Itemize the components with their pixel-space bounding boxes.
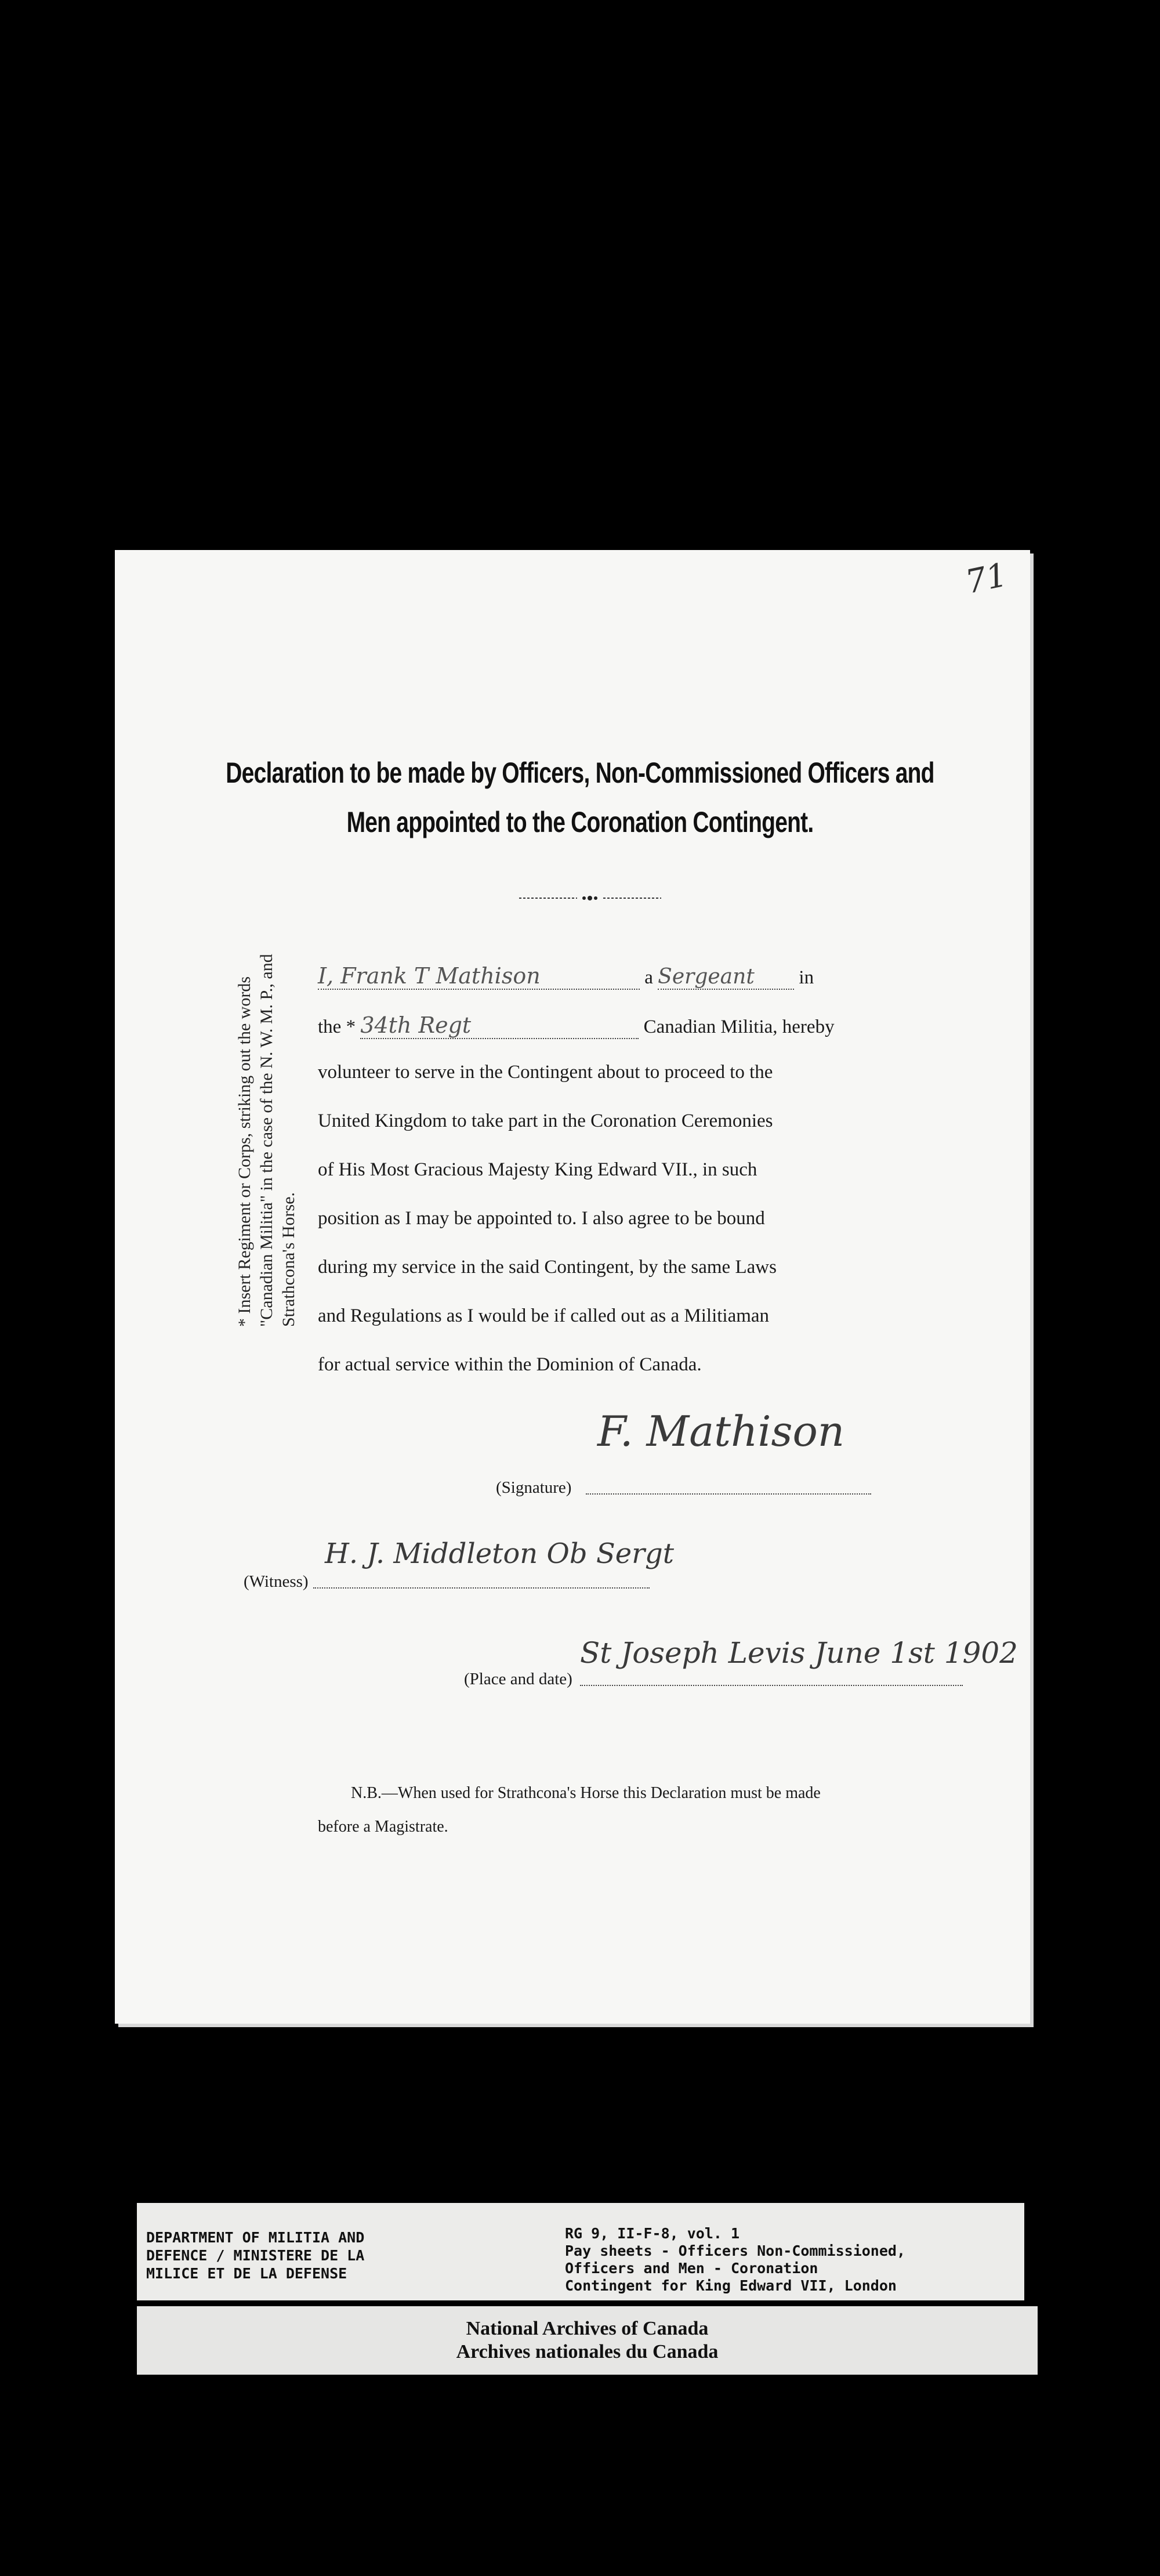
rank-field: Sergeant <box>658 965 794 990</box>
archive-footer <box>137 2306 1038 2375</box>
body-line-8: and Regulations as I would be if called out as a Militiaman <box>318 1305 770 1326</box>
body-line-4: United Kingdom to take part in the Coronation Ceremonies <box>318 1110 773 1131</box>
regiment-field: 34th Regt <box>360 1012 639 1039</box>
page-number: 71 <box>962 556 1011 602</box>
place-date-value: St Joseph Levis June 1st 1902 <box>580 1636 1018 1670</box>
witness-label: (Witness) <box>244 1572 309 1591</box>
witness-line <box>313 1587 650 1589</box>
body-line-6: position as I may be appointed to. I also agree to be bound <box>318 1208 765 1229</box>
body-line-3: volunteer to serve in the Contingent about to proceed to the <box>318 1062 773 1083</box>
signature-label: (Signature) <box>496 1478 572 1497</box>
article-a: a <box>644 967 653 988</box>
body-line-2-rest: Canadian Militia, hereby <box>643 1016 835 1037</box>
place-date-line <box>580 1685 963 1686</box>
body-line-5: of His Most Gracious Majesty King Edward VII., in such <box>318 1159 757 1180</box>
archive-name-en: National Archives of Canada <box>466 2318 709 2339</box>
archive-reference-label <box>137 2203 1024 2300</box>
archive-department: DEPARTMENT OF MILITIA AND DEFENCE / MINISTERE DE LA MILICE ET DE LA DEFENSE <box>146 2229 365 2282</box>
declarant-name: I, Frank T Mathison <box>318 963 640 990</box>
word-the: the * <box>318 1016 356 1037</box>
signature-value: F. Mathison <box>597 1407 845 1456</box>
witness-value: H. J. Middleton Ob Sergt <box>325 1537 675 1570</box>
side-note-text: * Insert Regiment or Corps, striking out the words "Canadian Militia" in the case of the N. W. M. P., and Strathcona's Horse. <box>235 954 298 1327</box>
ornament-divider <box>519 895 661 901</box>
archive-name-fr: Archives nationales du Canada <box>456 2341 719 2362</box>
signature-line <box>586 1493 871 1495</box>
archive-reference: RG 9, II-F-8, vol. 1 Pay sheets - Officers Non-Commissioned, Officers and Men - Coronation Contingent for King Edward VII, London <box>565 2225 905 2294</box>
nb-line-1: N.B.—When used for Strathcona's Horse this Declaration must be made <box>351 1784 821 1802</box>
body-line-7: during my service in the said Contingent, by the same Laws <box>318 1257 777 1278</box>
document-title-line1: Declaration to be made by Officers, Non-Commissioned Officers and <box>226 757 934 789</box>
body-line-9: for actual service within the Dominion of Canada. <box>318 1354 702 1375</box>
document-title-line2: Men appointed to the Coronation Contingent. <box>346 806 814 838</box>
word-in: in <box>799 967 814 988</box>
nb-line-2: before a Magistrate. <box>318 1818 448 1836</box>
body-line-2 <box>318 1012 835 1039</box>
place-date-label: (Place and date) <box>464 1670 572 1688</box>
body-line-1 <box>318 963 814 990</box>
